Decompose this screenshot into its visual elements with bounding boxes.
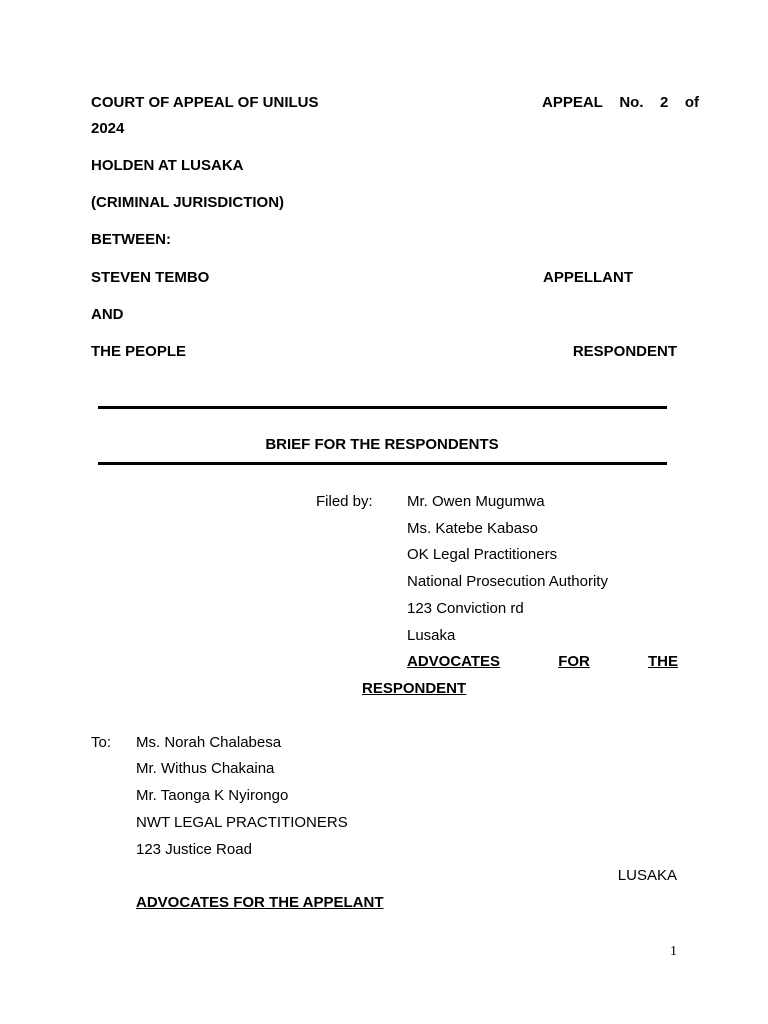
respondent-name: THE PEOPLE xyxy=(91,343,187,360)
between-label: BETWEEN: xyxy=(91,231,171,248)
and-label: AND xyxy=(91,306,124,323)
appellant-role: APPELLANT xyxy=(543,269,633,286)
filed-by-line: Lusaka xyxy=(407,627,456,644)
the-word: THE xyxy=(647,653,678,670)
holden-at: HOLDEN AT LUSAKA xyxy=(91,157,244,174)
to-city: LUSAKA xyxy=(617,867,677,884)
to-line: Mr. Taonga K Nyirongo xyxy=(136,787,289,804)
advocates-respondent-line xyxy=(407,653,678,671)
appeal-num: 2 xyxy=(659,94,669,111)
appeal-word: APPEAL xyxy=(542,94,603,111)
appeal-year: 2024 xyxy=(91,120,125,137)
filed-by-line: Mr. Owen Mugumwa xyxy=(407,493,545,510)
to-line: NWT LEGAL PRACTITIONERS xyxy=(136,814,348,831)
appeal-no: No. xyxy=(619,94,644,111)
filed-by-line: 123 Conviction rd xyxy=(407,600,524,617)
page-number: 1 xyxy=(670,944,677,959)
to-label: To: xyxy=(91,734,112,751)
title-rule-bottom xyxy=(98,462,667,465)
court-name: COURT OF APPEAL OF UNILUS xyxy=(91,94,319,111)
to-line: Ms. Norah Chalabesa xyxy=(136,734,282,751)
respondent-role: RESPONDENT xyxy=(572,343,677,360)
advocates-respondent-cont: RESPONDENT xyxy=(362,680,467,697)
for-word: FOR xyxy=(558,653,590,670)
filed-by-line: Ms. Katebe Kabaso xyxy=(407,520,538,537)
jurisdiction: (CRIMINAL JURISDICTION) xyxy=(91,194,285,211)
title-rule-top xyxy=(98,406,667,409)
filed-by-line: OK Legal Practitioners xyxy=(407,546,558,563)
appellant-name: STEVEN TEMBO xyxy=(91,269,210,286)
appeal-of: of xyxy=(684,94,699,111)
appeal-number-line xyxy=(542,94,699,111)
to-line: Mr. Withus Chakaina xyxy=(136,760,275,777)
filed-by-line: National Prosecution Authority xyxy=(407,573,608,590)
filed-by-label: Filed by: xyxy=(316,493,373,510)
to-line: 123 Justice Road xyxy=(136,841,252,858)
brief-title: BRIEF FOR THE RESPONDENTS xyxy=(265,436,499,453)
advocates-word: ADVOCATES xyxy=(407,653,501,670)
advocates-appellant: ADVOCATES FOR THE APPELANT xyxy=(136,894,384,911)
